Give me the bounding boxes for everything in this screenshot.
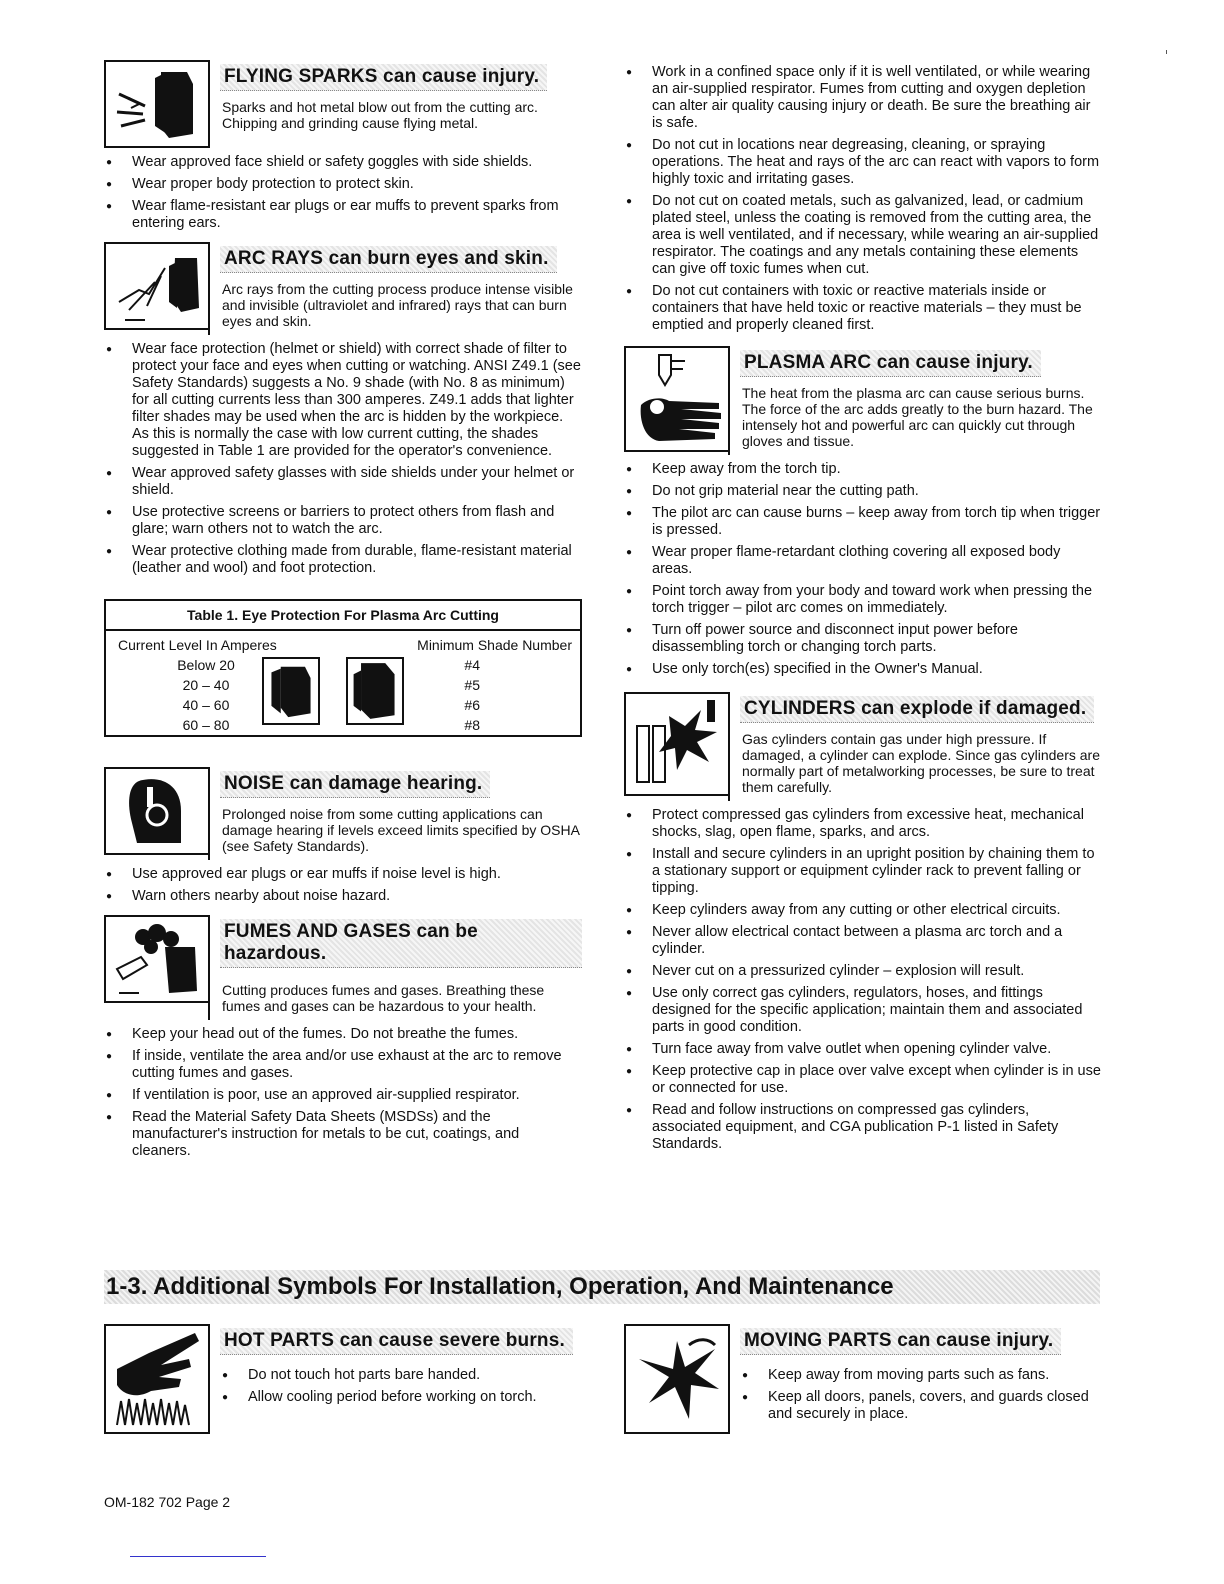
left-column [104,60,582,1170]
plasma-arc-desc: The heat from the plasma arc can cause serious burns. The force of the arc adds greatly to the burn hazard. The intensely hot and powerful arc can quickly cut through gloves and tissue. [742,385,1093,449]
fumes-desc: Cutting produces fumes and gases. Breathing these fumes and gases can be hazardous to your health. [222,982,545,1014]
plasma-torch-hand-icon [624,346,728,452]
table-cell-shade: #6 [464,697,480,713]
plasma-arc-title: PLASMA ARC can cause injury. [740,350,1041,377]
exploding-cylinder-icon [624,692,728,796]
flying-sparks-title: FLYING SPARKS can cause injury. [220,64,547,91]
table-row [106,677,580,695]
list-item: ● Read and follow instructions on compressed gas cylinders, associated equipment, and CGA publication P-1 listed in Safety Standards. [624,1102,1102,1153]
table-title: Table 1. Eye Protection For Plasma Arc Cutting [106,601,580,631]
fumes-continued-list [624,64,1102,334]
list-item: ● Work in a confined space only if it is well ventilated, or while wearing an air-supplied respirator. Fumes from cutting and oxygen depletion can alter air quality causing injury or death. Be sure the breathing air is safe. [624,64,1102,132]
cylinders-title: CYLINDERS can explode if damaged. [740,696,1094,723]
fumes-title: FUMES AND GASES can be hazardous. [220,919,582,968]
list-item: ● Keep your head out of the fumes. Do not breathe the fumes. [104,1026,582,1043]
fumes-list [104,1026,582,1160]
hot-parts-section [104,1324,582,1434]
list-item: ● Wear face protection (helmet or shield) with correct shade of filter to protect your face and eyes when cutting or watching. ANSI Z49.1 (see Safety Standards) suggests a No. 9 shade (with No. 8 as minimum) for all cutting currents less than 300 amperes. Z49.1 adds that lighter filter shades may be used when the arc is hidden by the workpiece. As this is normally the case with low current cutting, the shades suggested in Table 1 are provided for the operator's convenience. [104,341,582,460]
plasma-arc-section [624,346,1102,678]
flying-sparks-section [104,60,582,232]
noise-title: NOISE can damage hearing. [220,771,490,798]
eye-protection-table [104,599,582,737]
fumes-icon [104,915,208,1003]
noise-desc: Prolonged noise from some cutting applications can damage hearing if levels exceed limits specified by OSHA (see Safety Standards). [222,806,580,854]
list-item: ● Do not cut on coated metals, such as galvanized, lead, or cadmium plated steel, unless the coating is removed from the cutting area, the area is well ventilated, and if necessary, while wearing an air-supplied respirator. The coatings and any metals containing these elements can give off toxic fumes when cut. [624,193,1102,278]
table-row [106,697,580,715]
list-item: ● Read the Material Safety Data Sheets (MSDSs) and the manufacturer's instruction for metals to be cut, coatings, and cleaners. [104,1109,582,1160]
table-cell-shade: #8 [464,717,480,733]
margin-mark [1166,50,1167,54]
hot-parts-hand-icon [104,1324,208,1434]
moving-parts-fan-icon [624,1324,728,1434]
arc-rays-title: ARC RAYS can burn eyes and skin. [220,246,557,273]
list-item: ● Warn others nearby about noise hazard. [104,888,582,905]
list-item: ● Install and secure cylinders in an upright position by chaining them to a stationary support or equipment cylinder rack to prevent falling or tipping. [624,846,1102,897]
page-footer: OM-182 702 Page 2 [104,1494,231,1510]
moving-parts-title: MOVING PARTS can cause injury. [740,1328,1061,1355]
table-header-shade: Minimum Shade Number [417,637,572,653]
arc-rays-icon [104,242,208,330]
list-item: ● Wear approved safety glasses with side shields under your helmet or shield. [104,465,582,499]
list-item: ● Keep cylinders away from any cutting or other electrical circuits. [624,902,1102,919]
hot-parts-title: HOT PARTS can cause severe burns. [220,1328,573,1355]
list-item: ● Wear proper body protection to protect skin. [104,176,582,193]
list-item: ● If ventilation is poor, use an approved air-supplied respirator. [104,1087,582,1104]
right-column [624,64,1102,1163]
cylinders-section [624,692,1102,1153]
list-item: ● If inside, ventilate the area and/or use exhaust at the arc to remove cutting fumes and gases. [104,1048,582,1082]
table-cell-shade: #5 [464,677,480,693]
footer-rule [130,1556,266,1557]
table-header-current: Current Level In Amperes [118,637,277,653]
table-row [106,717,580,735]
list-item: ● Never cut on a pressurized cylinder – explosion will result. [624,963,1102,980]
table-cell-amps: 40 – 60 [182,697,230,713]
hearing-protection-icon [104,767,208,855]
moving-parts-list [740,1367,1100,1423]
list-item: ● Keep all doors, panels, covers, and guards closed and securely in place. [740,1389,1100,1423]
list-item: ● Use only correct gas cylinders, regulators, hoses, and fittings designed for the specific application; maintain them and associated parts in good condition. [624,985,1102,1036]
hot-parts-list [220,1367,582,1406]
list-item: ● Allow cooling period before working on torch. [220,1389,582,1406]
list-item: ● Wear approved face shield or safety goggles with side shields. [104,154,582,171]
flying-sparks-desc: Sparks and hot metal blow out from the cutting arc. Chipping and grinding cause flying metal. [222,99,538,131]
list-item: ● Do not cut in locations near degreasing, cleaning, or spraying operations. The heat and rays of the arc can react with vapors to form highly toxic and irritating gases. [624,137,1102,188]
list-item: ● Never allow electrical contact between a plasma arc torch and a cylinder. [624,924,1102,958]
face-shield-icon [262,657,320,725]
list-item: ● Keep away from moving parts such as fans. [740,1367,1100,1384]
fumes-section [104,915,582,1160]
list-item: ● Protect compressed gas cylinders from excessive heat, mechanical shocks, slag, open flame, sparks, and arcs. [624,807,1102,841]
cylinders-list [624,807,1102,1153]
list-item: ● Turn face away from valve outlet when opening cylinder valve. [624,1041,1102,1058]
table-cell-amps: Below 20 [177,657,235,673]
arc-rays-list [104,341,582,577]
list-item: ● Use approved ear plugs or ear muffs if noise level is high. [104,866,582,883]
list-item: ● Use only torch(es) specified in the Owner's Manual. [624,661,1102,678]
table-cell-amps: 60 – 80 [182,717,230,733]
list-item: ● Wear proper flame-retardant clothing covering all exposed body areas. [624,544,1102,578]
welding-helmet-icon [346,657,404,725]
section-heading [104,1270,1100,1304]
flying-sparks-icon [104,60,208,148]
table-cell-shade: #4 [464,657,480,673]
list-item: ● Wear protective clothing made from durable, flame-resistant material (leather and wool) and foot protection. [104,543,582,577]
arc-rays-section [104,242,582,577]
list-item: ● Keep protective cap in place over valve except when cylinder is in use or connected for use. [624,1063,1102,1097]
list-item: ● Do not cut containers with toxic or reactive materials inside or containers that have held toxic or reactive materials – they must be emptied and properly cleaned first. [624,283,1102,334]
list-item: ● Point torch away from your body and toward work when pressing the torch trigger – pilot arc comes on immediately. [624,583,1102,617]
flying-sparks-list [104,154,582,232]
cylinders-desc: Gas cylinders contain gas under high pressure. If damaged, a cylinder can explode. Since gas cylinders are normally part of metalworking processes, be sure to treat them carefully. [742,731,1100,795]
table-cell-amps: 20 – 40 [182,677,230,693]
arc-rays-desc: Arc rays from the cutting process produce intense visible and invisible (ultraviolet and infrared) rays that can burn eyes and skin. [222,281,573,329]
list-item: ● Do not touch hot parts bare handed. [220,1367,582,1384]
list-item: ● Turn off power source and disconnect input power before disassembling torch or changing torch parts. [624,622,1102,656]
moving-parts-section [624,1324,1100,1434]
list-item: ● Keep away from the torch tip. [624,461,1102,478]
list-item: ● Use protective screens or barriers to protect others from flash and glare; warn others not to watch the arc. [104,504,582,538]
noise-list [104,866,582,905]
list-item: ● The pilot arc can cause burns – keep away from torch tip when trigger is pressed. [624,505,1102,539]
section-heading-text: 1-3. Additional Symbols For Installation, Operation, And Maintenance [106,1273,894,1300]
list-item: ● Wear flame-resistant ear plugs or ear muffs to prevent sparks from entering ears. [104,198,582,232]
plasma-arc-list [624,461,1102,678]
table-row [106,657,580,675]
list-item: ● Do not grip material near the cutting path. [624,483,1102,500]
noise-section [104,767,582,905]
